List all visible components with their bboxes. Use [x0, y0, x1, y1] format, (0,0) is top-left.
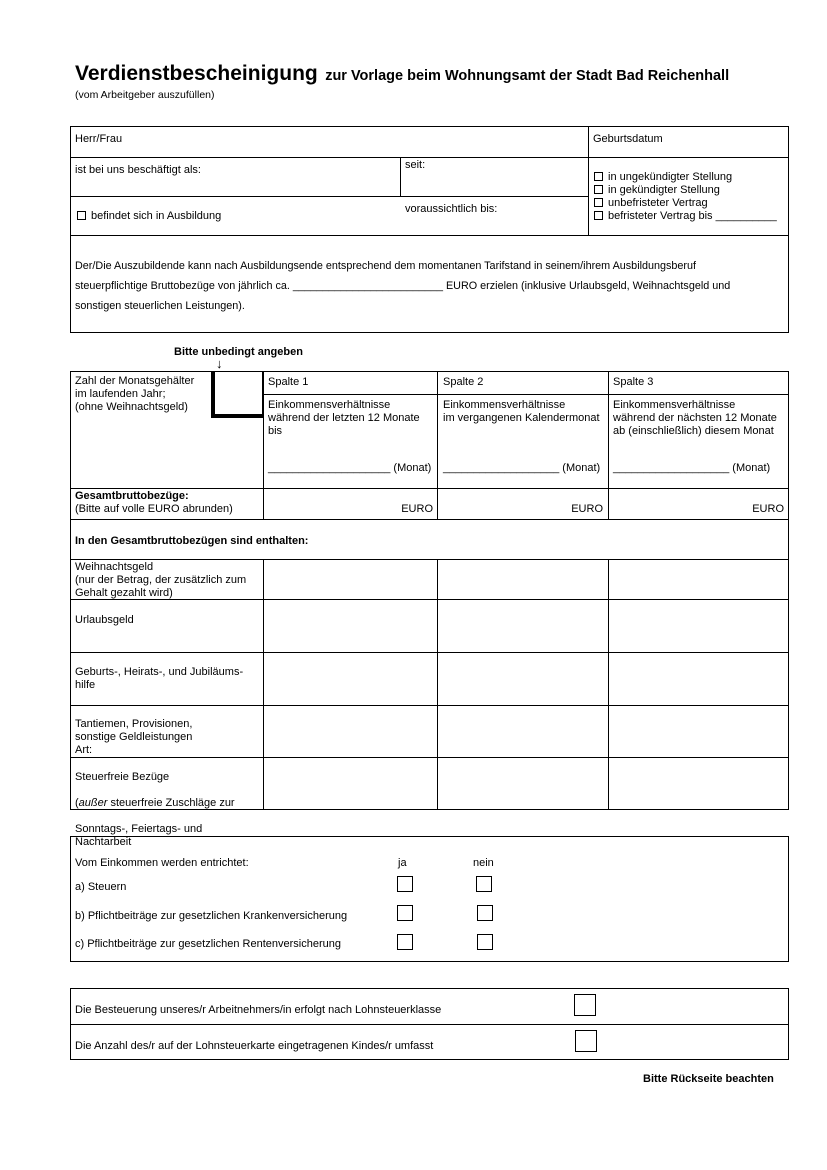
column-desc: Einkommensverhältnisse im vergangenen Kalendermonat [443, 399, 600, 424]
steuerfrei-line3: Sonntags-, Feiertags- und Nachtarbeit [75, 823, 203, 848]
euro-field[interactable]: EURO [752, 503, 784, 515]
header-note: (vom Arbeitgeber auszufüllen) [75, 89, 215, 101]
footer-note: Bitte Rückseite beachten [643, 1073, 774, 1085]
steuerklasse-label: Die Besteuerung unseres/r Arbeitnehmers/in erfolgt nach Lohnsteuerklasse [75, 1004, 442, 1016]
column-desc: Einkommensverhältnisse während der letzten 12 Monate bis [268, 399, 420, 437]
ausbildung-checkbox[interactable] [77, 211, 86, 220]
kv-nein-checkbox[interactable] [477, 905, 493, 921]
enthalten-heading: In den Gesamtbruttobezügen sind enthalten: [75, 535, 309, 547]
subtitle: zur Vorlage beim Wohnungsamt der Stadt Bad Reichenhall [325, 68, 730, 84]
column-monat-field[interactable]: ___________________ (Monat) [613, 462, 771, 474]
status-checkbox-gekuendigt[interactable] [594, 185, 603, 194]
title: Verdienstbescheinigung [75, 62, 318, 85]
steuerfrei-ausser: außer [78, 797, 108, 809]
steuern-nein-checkbox[interactable] [476, 876, 492, 892]
abgaben-item: a) Steuern [75, 881, 127, 893]
gesamt-label: Gesamtbruttobezüge: [75, 490, 189, 502]
status-checkbox-ungekuendigt[interactable] [594, 172, 603, 181]
euro-field[interactable]: EURO [571, 503, 603, 515]
column-monat-field[interactable]: ___________________ (Monat) [443, 462, 601, 474]
seit-field[interactable]: seit: [405, 159, 426, 171]
status-checkbox-unbefristet[interactable] [594, 198, 603, 207]
abgaben-intro: Vom Einkommen werden entrichtet: [75, 857, 249, 869]
voraussichtlich-field[interactable]: voraussichtlich bis: [405, 203, 498, 215]
page-title [75, 62, 729, 86]
euro-field[interactable]: EURO [401, 503, 433, 515]
kv-ja-checkbox[interactable] [397, 905, 413, 921]
arrow-down-icon: ↓ [216, 356, 223, 371]
gesamt-note: (Bitte auf volle EURO abrunden) [75, 503, 233, 515]
row-label: Geburts-, Heirats-, und Jubiläums- hilfe [75, 666, 244, 691]
hint-text: Bitte unbedingt angeben [174, 346, 303, 358]
row-label: Urlaubsgeld [75, 614, 134, 626]
steuerfrei-line1: Steuerfreie Bezüge [75, 771, 170, 783]
herr-frau-field[interactable]: Herr/Frau [75, 133, 123, 145]
column-header: Spalte 2 [443, 376, 484, 388]
column-monat-field[interactable]: ____________________ (Monat) [268, 462, 432, 474]
ja-label: ja [398, 857, 407, 869]
column-header: Spalte 1 [268, 376, 309, 388]
status-label: unbefristeter Vertrag [608, 197, 708, 209]
kinder-label: Die Anzahl des/r auf der Lohnsteuerkarte eingetragenen Kindes/r umfasst [75, 1040, 434, 1052]
steuerfrei-line2: steuerfreie Zuschläge zur [107, 797, 235, 809]
nein-label: nein [473, 857, 494, 869]
geburtsdatum-field[interactable]: Geburtsdatum [593, 133, 663, 145]
status-label: befristeter Vertrag bis __________ [608, 210, 777, 222]
status-label: in ungekündigter Stellung [608, 171, 733, 183]
row-label: Tantiemen, Provisionen, sonstige Geldleistungen Art: [75, 718, 193, 756]
rv-ja-checkbox[interactable] [397, 934, 413, 950]
status-label: in gekündigter Stellung [608, 184, 720, 196]
rv-nein-checkbox[interactable] [477, 934, 493, 950]
status-checkbox-befristet[interactable] [594, 211, 603, 220]
ausbildung-label: befindet sich in Ausbildung [91, 210, 222, 222]
abgaben-item: b) Pflichtbeiträge zur gesetzlichen Krankenversicherung [75, 910, 348, 922]
steuern-ja-checkbox[interactable] [397, 876, 413, 892]
abgaben-item: c) Pflichtbeiträge zur gesetzlichen Rentenversicherung [75, 938, 341, 950]
monatsgehaelter-label: Zahl der Monatsgehälter im laufenden Jahr; (ohne Weihnachtsgeld) [75, 375, 195, 413]
beschaeftigt-field[interactable]: ist bei uns beschäftigt als: [75, 164, 201, 176]
monatsgehaelter-input-box[interactable] [211, 371, 263, 418]
steuerklasse-input-box[interactable] [574, 994, 596, 1016]
column-desc: Einkommensverhältnisse während der nächsten 12 Monate ab (einschließlich) diesem Monat [613, 399, 777, 437]
row-label: Weihnachtsgeld (nur der Betrag, der zusätzlich zum Gehalt gezahlt wird) [75, 561, 247, 599]
kinder-input-box[interactable] [575, 1030, 597, 1052]
column-header: Spalte 3 [613, 376, 654, 388]
ausbildung-text: Der/Die Auszubildende kann nach Ausbildungsende entsprechend dem momentanen Tarifstand in seinem/ihrem Ausbildungsberuf steuerpflichtige Bruttobezüge von jährlich ca. _________________________ EURO erzielen (inklusive Urlaubsgeld, Weihnachtsgeld und sonstigen steuerlichen Leistungen). [75, 260, 731, 312]
steuerfrei-paren: ( [75, 797, 79, 809]
